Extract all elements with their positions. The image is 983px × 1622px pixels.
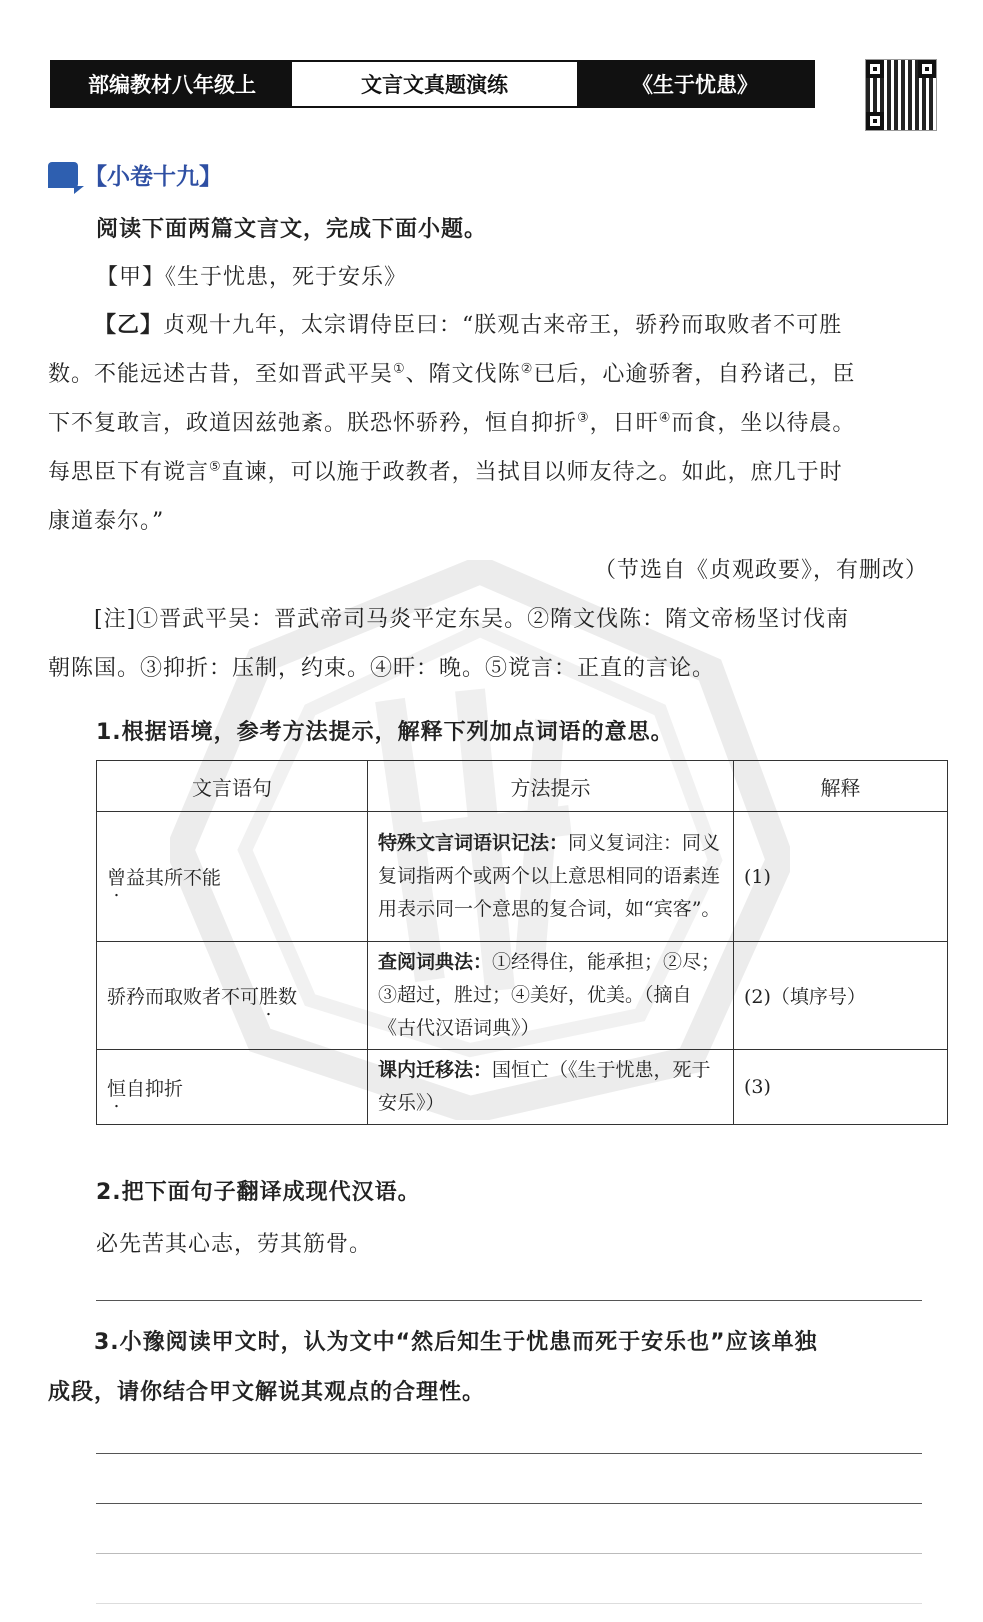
method-text: 同义复词注：同义复词指两个或两个以上意思相同的语素连用表示同一个意思的复合词，如“宾客”。 — [378, 832, 721, 920]
method-text: ①经得住，能承担；②尽；③超过，胜过；④美好，优美。（摘自《古代汉语词典》） — [378, 951, 721, 1039]
instruction: 阅读下面两篇文言文，完成下面小题。 — [96, 217, 488, 242]
method-text: 国恒亡（《生于忧患，死于安乐》） — [378, 1059, 711, 1114]
passage-yi-line3 — [48, 399, 941, 449]
text: 下不复敢言，政道因兹弛紊。朕恐怀骄矜，恒自抑折 — [48, 411, 578, 436]
question-1-title: 1.根据语境，参考方法提示，解释下列加点词语的意思。 — [96, 720, 674, 745]
notes-line1 — [48, 595, 941, 645]
method-title: 特殊文言词语识记法： — [378, 832, 569, 854]
passage-jia: 【甲】《生于忧患，死于安乐》 — [96, 265, 408, 290]
header-category: 文言文真题演练 — [292, 62, 577, 106]
method-title: 查阅词典法： — [378, 951, 493, 973]
text: [注]①晋武平吴：晋武帝司马炎平定东吴。②隋文伐陈：隋文帝杨坚讨伐南 — [94, 607, 850, 632]
bookmark-icon — [48, 162, 78, 188]
qr-code-icon[interactable] — [866, 60, 936, 130]
table-row — [97, 1050, 948, 1125]
text: 数。不能远述古昔，至如晋武平吴 — [48, 362, 394, 387]
text: 直谏，可以施于政教者，当拭目以师友待之。如此，庶几于时 — [221, 460, 843, 485]
dotted-word: 胜 — [259, 986, 279, 1008]
text: 3.小豫阅读甲文时，认为文中“然后知生于忧患而死于安乐也”应该单独 — [94, 1330, 818, 1355]
sentence-cell — [97, 1050, 368, 1125]
table-header: 解释 — [734, 761, 948, 812]
table-row — [97, 812, 948, 942]
sentence-text: 骄矜而取败者不可 — [107, 986, 260, 1008]
dotted-word: 恒 — [107, 1077, 127, 1100]
page-header — [50, 60, 815, 108]
answer-cell[interactable]: (3) — [734, 1050, 948, 1125]
text: 而食，坐以待晨。 — [671, 411, 856, 436]
text: 每思臣下有谠言 — [48, 460, 210, 485]
table-row — [97, 942, 948, 1050]
text: 已后，心逾骄奢，自矜诸己，臣 — [533, 362, 856, 387]
answer-line[interactable] — [96, 1553, 922, 1554]
method-cell — [368, 812, 734, 942]
passage-yi-text1: 贞观十九年，太宗谓侍臣曰：“朕观古来帝王，骄矜而取败者不可胜 — [163, 313, 843, 338]
method-cell — [368, 1050, 734, 1125]
text: ，日旰 — [589, 411, 659, 436]
answer-line[interactable] — [96, 1603, 922, 1604]
passage-yi-label: 【乙】 — [94, 313, 164, 338]
question-3-line1 — [48, 1318, 941, 1368]
passage-yi-line4 — [48, 448, 941, 498]
table-header: 方法提示 — [368, 761, 734, 812]
footnote-ref: ④ — [658, 410, 672, 426]
header-lesson: 《生于忧患》 — [577, 62, 813, 106]
method-cell — [368, 942, 734, 1050]
footnote-ref: ② — [520, 361, 534, 377]
source-citation: （节选自《贞观政要》，有删改） — [593, 558, 928, 583]
notes-line2: 朝陈国。③抑折：压制，约束。④旰：晚。⑤谠言：正直的言论。 — [48, 656, 716, 681]
method-title: 课内迁移法： — [378, 1059, 493, 1081]
question-3-line2: 成段，请你结合甲文解说其观点的合理性。 — [48, 1380, 486, 1405]
footnote-ref: ③ — [577, 410, 590, 426]
answer-line[interactable] — [96, 1453, 922, 1454]
footnote-ref: ⑤ — [209, 459, 222, 475]
answer-line[interactable] — [96, 1300, 922, 1301]
text: 、隋文伐陈 — [405, 362, 521, 387]
header-grade: 部编教材八年级上 — [52, 62, 292, 106]
passage-yi-line1 — [48, 301, 941, 351]
footnote-ref: ① — [393, 361, 406, 377]
sentence-text: 自抑折 — [126, 1077, 184, 1100]
sentence-text: 数 — [278, 986, 298, 1008]
table-header: 文言语句 — [97, 761, 368, 812]
sentence-cell — [97, 812, 368, 942]
answer-cell[interactable]: (1) — [734, 812, 948, 942]
question-2-sentence: 必先苦其心志，劳其筋骨。 — [96, 1232, 373, 1257]
answer-line[interactable] — [96, 1503, 922, 1504]
table-header-row — [97, 761, 948, 812]
dotted-word: 曾 — [107, 867, 127, 889]
method-table — [96, 760, 948, 1125]
sentence-cell — [97, 942, 368, 1050]
section-label — [48, 158, 222, 191]
section-label-text: 【小卷十九】 — [84, 164, 222, 190]
passage-yi-line2 — [48, 350, 941, 400]
answer-cell[interactable]: (2)（填序号） — [734, 942, 948, 1050]
question-2-title: 2.把下面句子翻译成现代汉语。 — [96, 1180, 421, 1205]
sentence-text: 益其所不能 — [126, 867, 222, 889]
passage-yi-line5: 康道泰尔。” — [48, 509, 165, 534]
